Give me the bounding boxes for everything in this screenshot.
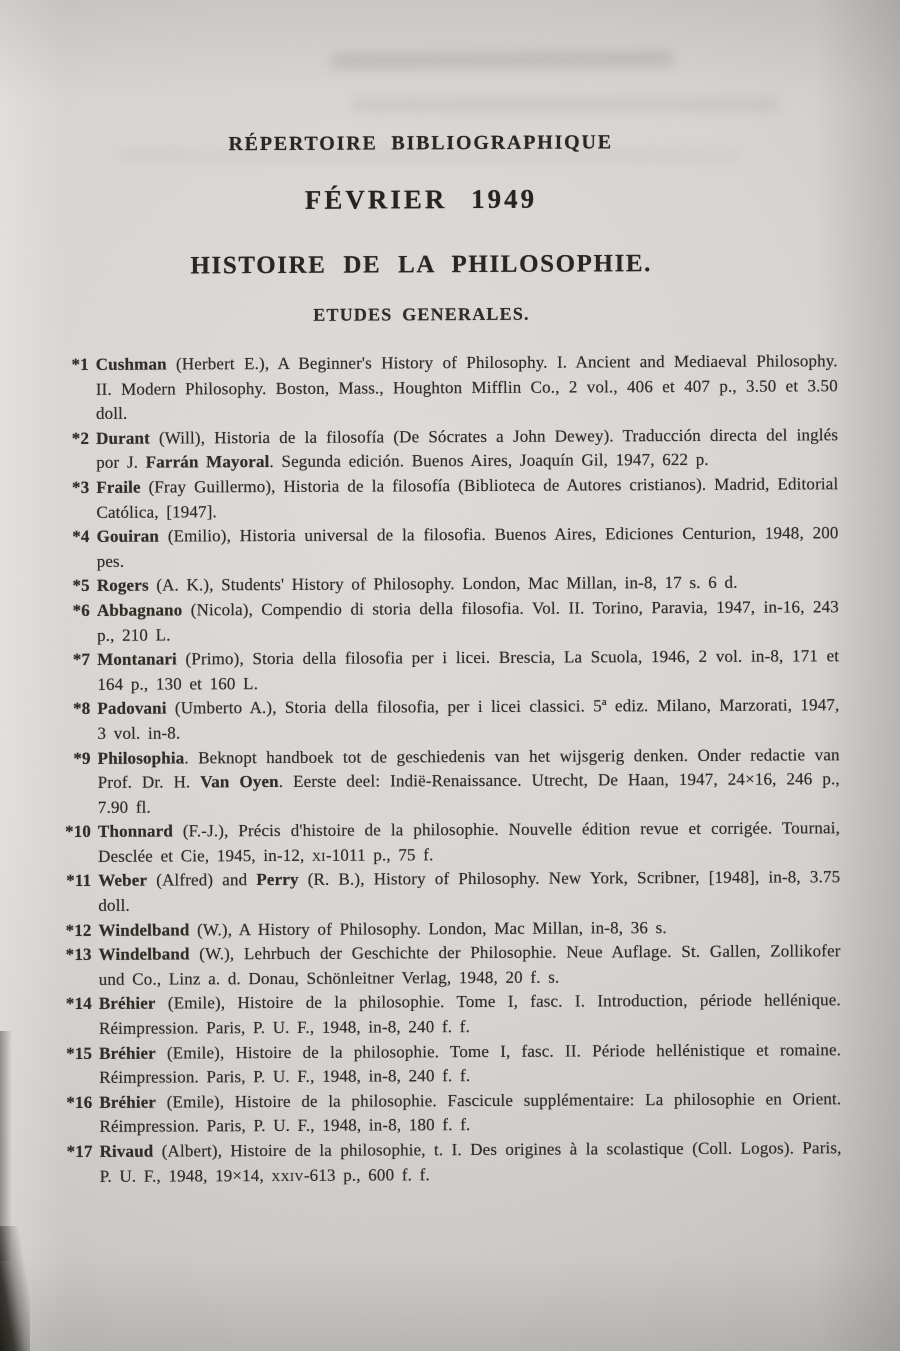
entry-number: *13 <box>65 945 92 965</box>
bibliography-entry <box>59 472 838 525</box>
author-name: Fraile <box>96 477 141 497</box>
entry-text: -613 p., 600 f. f. <box>303 1164 430 1185</box>
entry-number: *17 <box>66 1141 93 1161</box>
author-name: Padovani <box>97 698 167 719</box>
entry-number: *6 <box>72 600 90 620</box>
entry-text: . Beknopt handboek tot de geschiedenis van het wijsgerig denken. Onder redactie van Prof. Dr. H. <box>97 744 840 792</box>
entry-number: *12 <box>65 920 92 940</box>
entry-text: . Segunda edición. Buenos Aires, Joaquín Gil, 1947, 622 p. <box>269 450 709 472</box>
bibliography-entry <box>61 866 840 919</box>
author-name: Thonnard <box>97 821 173 842</box>
bibliography-entry <box>60 694 839 747</box>
entry-number: *15 <box>66 1043 93 1063</box>
entry-number: *10 <box>65 822 92 842</box>
bibliography-entry <box>62 939 841 992</box>
entry-text: (Alfred) and <box>147 870 257 891</box>
author-name: Farrán Mayoral <box>145 452 270 472</box>
entry-text: . Eerste deel: Indië-Renaissance. Utrecht, De Haan, 1947, 24×16, 246 p., 7.90 fl. <box>97 769 840 817</box>
entry-text: (R. B.), History of Philosophy. New York, Scribner, [1948], in-8, 3.75 doll. <box>98 867 841 915</box>
entry-text: (Emile), Histoire de la philosophie. Tome I, fasc. I. Introduction, période hellénique. Réimpression. Paris, P. U. F., 1948, in-8, 240 f. f. <box>98 990 841 1038</box>
entry-text: (Primo), Storia della filosofia per i licei. Brescia, La Scuola, 1946, 2 vol. in-8, 171 et 164 p., 130 et 160 L. <box>97 646 840 694</box>
entry-text: (Will), Historia de la filosofía (De Sócrates a John Dewey). Traducción directa del inglés por J. <box>96 424 839 473</box>
author-name: Gouiran <box>96 526 160 546</box>
author-name: Durant <box>96 428 150 448</box>
left-edge-shadow <box>0 1031 12 1261</box>
author-name: Bréhier <box>99 1043 156 1063</box>
repertoire-header: RÉPERTOIRE BIBLIOGRAPHIQUE <box>228 131 613 156</box>
entry-text: xxiv <box>271 1165 304 1185</box>
issue-date-title: FÉVRIER 1949 <box>304 183 538 215</box>
author-name: Weber <box>98 871 148 891</box>
entry-text: -1011 p., 75 f. <box>325 845 434 865</box>
entry-number: *16 <box>66 1092 93 1112</box>
bibliography-entry <box>60 521 839 574</box>
entry-number: *5 <box>72 576 90 596</box>
bibliography-entry <box>62 989 841 1042</box>
subsection-title: ETUDES GENERALES. <box>313 303 530 325</box>
bibliography-entry <box>61 816 840 869</box>
bibliography-entry <box>59 349 838 427</box>
bibliography-entry <box>60 571 839 599</box>
entry-text: (Nicola), Compendio di storia della filosofia. Vol. II. Torino, Paravia, 1947, in-16, 243 p., 210 L. <box>96 597 839 645</box>
author-name: Perry <box>256 870 299 890</box>
entry-text: xi <box>312 845 326 865</box>
entry-text: (Albert), Histoire de la philosophie, t. I. Des origines à la scolastique (Coll. Logos). Paris, P. U. F., 1948, 19×14, <box>99 1138 842 1186</box>
entry-number: *3 <box>71 477 90 497</box>
bibliography-entry <box>61 743 840 821</box>
entry-number: *4 <box>72 527 90 547</box>
section-title: HISTOIRE DE LA PHILOSOPHIE. <box>190 250 653 280</box>
author-name: Bréhier <box>99 1092 157 1112</box>
author-name: Bréhier <box>98 993 156 1014</box>
bibliography-entry <box>60 595 839 648</box>
author-name: Windelband <box>98 920 190 940</box>
bibliography-entry <box>62 1087 841 1140</box>
entry-number: *2 <box>71 428 90 448</box>
entry-number: *8 <box>73 699 91 719</box>
entry-number: *14 <box>65 994 92 1014</box>
author-name: Montanari <box>97 649 177 669</box>
entry-text: (W.), A History of Philosophy. London, Mac Millan, in-8, 36 s. <box>189 917 667 940</box>
entry-text: (Umberto A.), Storia della filosofia, per i licei classici. 5ª ediz. Milano, Marzorati, 1947, 3 vol. in-8. <box>97 695 840 743</box>
author-name: Rogers <box>96 575 149 596</box>
bibliography-entry <box>60 644 839 697</box>
entry-text: (Herbert E.), A Beginner's History of Philosophy. I. Ancient and Mediaeval Philosophy. II. Modern Philosophy. Boston, Mass., Houghton Mifflin Co., 2 vol., 406 et 407 p., 3.50 et 3.50 doll. <box>95 351 838 424</box>
entry-text: (W.), Lehrbuch der Geschichte der Philosophie. Neue Auflage. St. Gallen, Zollikofer und Co., Linz a. d. Donau, Schönleitner Verlag, 1948, 20 f. s. <box>98 941 841 989</box>
bibliography-entry <box>62 1038 841 1091</box>
author-name: Rivaud <box>99 1141 154 1161</box>
author-name: Abbagnano <box>96 600 183 620</box>
page-content <box>20 0 842 1351</box>
entry-text: (A. K.), Students' History of Philosophy. London, Mac Millan, in-8, 17 s. 6 d. <box>148 573 738 595</box>
author-name: Windelband <box>98 944 190 965</box>
entry-text: (Emile), Histoire de la philosophie. Tome I, fasc. II. Période hellénistique et romaine. Réimpression. Paris, P. U. F., 1948, in-8, 240 f. f. <box>99 1039 842 1088</box>
entry-text: (Fray Guillermo), Historia de la filosofía (Biblioteca de Autores cristianos). Madrid, Editorial Católica, [1947]. <box>96 474 839 522</box>
author-name: Van Oyen <box>200 772 279 792</box>
entry-text: (Emilio), Historia universal de la filosofia. Buenos Aires, Ediciones Centurion, 1948, 200 pes. <box>96 523 839 571</box>
author-name: Cushman <box>95 354 167 374</box>
bibliography-entry <box>59 423 838 476</box>
entry-number: *11 <box>66 871 92 891</box>
bibliography-list <box>59 349 842 1189</box>
entry-number: *1 <box>71 354 89 374</box>
entry-text: (F.-J.), Précis d'histoire de la philosophie. Nouvelle édition revue et corrigée. Tournai, Desclée et Cie, 1945, in-12, <box>98 818 841 866</box>
entry-number: *7 <box>72 649 91 670</box>
author-name: Philosophia <box>97 747 185 768</box>
bibliography-entry <box>63 1136 842 1189</box>
entry-text: (Emile), Histoire de la philosophie. Fascicule supplémentaire: La philosophie en Orient. Réimpression. Paris, P. U. F., 1948, in-8, 180 f. f. <box>99 1089 842 1137</box>
entry-number: *9 <box>73 748 91 768</box>
bibliography-entry <box>61 915 840 943</box>
